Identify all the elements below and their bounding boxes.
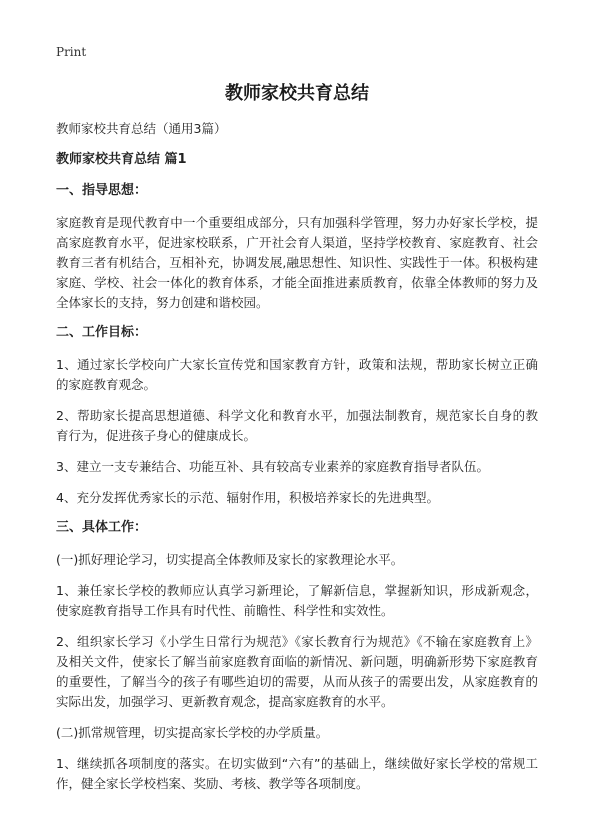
print-label: Print	[56, 45, 87, 59]
section-heading-guiding-ideology: 一、指导思想：	[56, 183, 148, 198]
goal-item-3: 3、建立一支专兼结合、功能互补、具有较高专业素养的家庭教育指导者队伍。	[56, 459, 489, 474]
section-heading-work-goals: 二、工作目标：	[56, 325, 148, 340]
sub-heading-routine-management: (二)抓常规管理，切实提高家长学校的办学质量。	[56, 725, 329, 740]
work-item-2: 2、组织家长学习《小学生日常行为规范》《家长教育行为规范》《不输在家庭教育上》及相关文件，使家长了解当前家庭教育面临的新情况、新问题，明确新形势下家庭教育的重要性，了解当今的孩子有哪些迫切的需要，从而从孩子的需要出发，从家庭教育的实际出发，加强学习、更新教育观念，提高家庭教育的水平。	[56, 634, 538, 709]
part-heading: 教师家校共育总结 篇1	[56, 152, 187, 167]
paragraph: 家庭教育是现代教育中一个重要组成部分，只有加强科学管理，努力办好家长学校，提高家庭教育水平，促进家校联系，广开社会育人渠道，坚持学校教育、家庭教育、社会教育三者有机结合，互相补充，协调发展,融思想性、知识性、实践性于一体。积极构建家庭、学校、社会一体化的教育体系，才能全面推进素质教育，依靠全体教师的努力及全体家长的支持，努力创建和谐校园。	[56, 215, 538, 310]
sub-heading-theory-study: (一)抓好理论学习，切实提高全体教师及家长的家教理论水平。	[56, 552, 404, 567]
work-item-1: 1、兼任家长学校的教师应认真学习新理论，了解新信息，掌握新知识，形成新观念，使家庭教育指导工作具有时代性、前瞻性、科学性和实效性。	[56, 583, 538, 618]
document-title: 教师家校共育总结	[225, 83, 369, 104]
section-heading-specific-work: 三、具体工作：	[56, 520, 148, 535]
goal-item-1: 1、通过家长学校向广大家长宣传党和国家教育方针，政策和法规，帮助家长树立正确的家庭教育观念。	[56, 357, 538, 392]
work-item-3: 1、继续抓各项制度的落实。在切实做到“六有”的基础上，继续做好家长学校的常规工作，健全家长学校档案、奖励、考核、教学等各项制度。	[56, 756, 538, 791]
document-subtitle: 教师家校共育总结（通用3篇）	[56, 121, 227, 136]
goal-item-2: 2、帮助家长提高思想道德、科学文化和教育水平，加强法制教育，规范家长自身的教育行为，促进孩子身心的健康成长。	[56, 408, 538, 443]
goal-item-4: 4、充分发挥优秀家长的示范、辐射作用，积极培养家长的先进典型。	[56, 490, 439, 505]
